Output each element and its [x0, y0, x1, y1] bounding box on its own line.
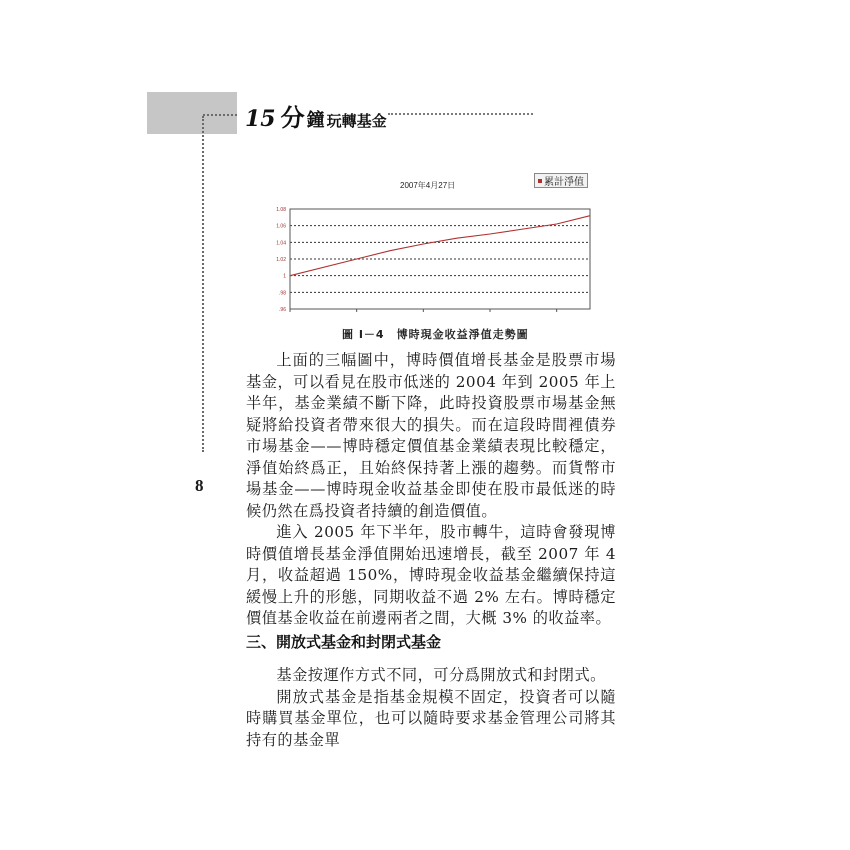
body-block-2	[246, 665, 616, 751]
y-tick-label: 1.04	[276, 240, 286, 247]
figure-caption: 圖 I－4 博時現金收益淨值走勢圖	[342, 328, 529, 341]
y-tick-label: 1.08	[276, 207, 286, 213]
legend-swatch-icon	[538, 179, 542, 183]
line-chart	[260, 200, 600, 320]
paragraph: 進入 2005 年下半年，股市轉牛，這時會發現博時價值增長基金淨值開始迅速增長，截至 2007 年 4 月，收益超過 150%，博時現金收益基金繼續保持這緩慢上升的形態，同期收益不過 2% 左右。博時穩定價值基金收益在前邊兩者之間，大概 3% 的收益率。	[246, 523, 616, 627]
chart-gridlines	[290, 226, 590, 293]
paragraph: 上面的三幅圖中，博時價值增長基金是股票市場基金，可以看見在股市低迷的 2004 年到 2005 年上半年，基金業績不斷下降，此時投資股票市場基金無疑將給投資者帶來很大的損失。而在這段時間裡債券市場基金——博時穩定價值基金業績表現比較穩定，淨值始終爲正，且始終保持著上漲的趨勢。而貨幣市場基金——博時現金收益基金即使在股市最低迷的時候仍然在爲投資者持續的創造價值。	[246, 351, 616, 520]
paragraph: 開放式基金是指基金規模不固定，投資者可以隨時購買基金單位，也可以隨時要求基金管理公司將其持有的基金單	[246, 687, 616, 749]
header-dotted-rule	[388, 113, 533, 115]
y-tick-label: 1	[283, 273, 286, 280]
book-title-fen: 分	[280, 103, 305, 132]
book-title-number: 15	[245, 106, 276, 132]
margin-dotted-line	[202, 116, 204, 452]
running-header-book-title	[245, 98, 387, 132]
body-block-1	[246, 350, 616, 630]
y-tick-label: 1.06	[276, 223, 286, 230]
header-dotted-connector	[203, 114, 237, 116]
chart-title: 2007年4月27日	[400, 181, 456, 190]
book-title-rest: 玩轉基金	[326, 112, 387, 130]
legend-label: 累計淨值	[544, 177, 584, 188]
y-tick-label: 1.02	[276, 257, 286, 263]
page-number: 8	[195, 476, 204, 495]
chart-legend	[534, 173, 588, 188]
y-tick-label: .96	[279, 307, 286, 313]
header-gray-block	[147, 92, 237, 134]
y-axis-labels	[276, 207, 286, 313]
book-title-zhong: 鐘	[306, 110, 325, 131]
y-tick-label: .98	[279, 290, 286, 297]
paragraph: 基金按運作方式不同，可分爲開放式和封閉式。	[276, 666, 606, 684]
series-line-cumulative-nav	[290, 216, 590, 276]
section-heading: 三、開放式基金和封閉式基金	[246, 633, 442, 651]
